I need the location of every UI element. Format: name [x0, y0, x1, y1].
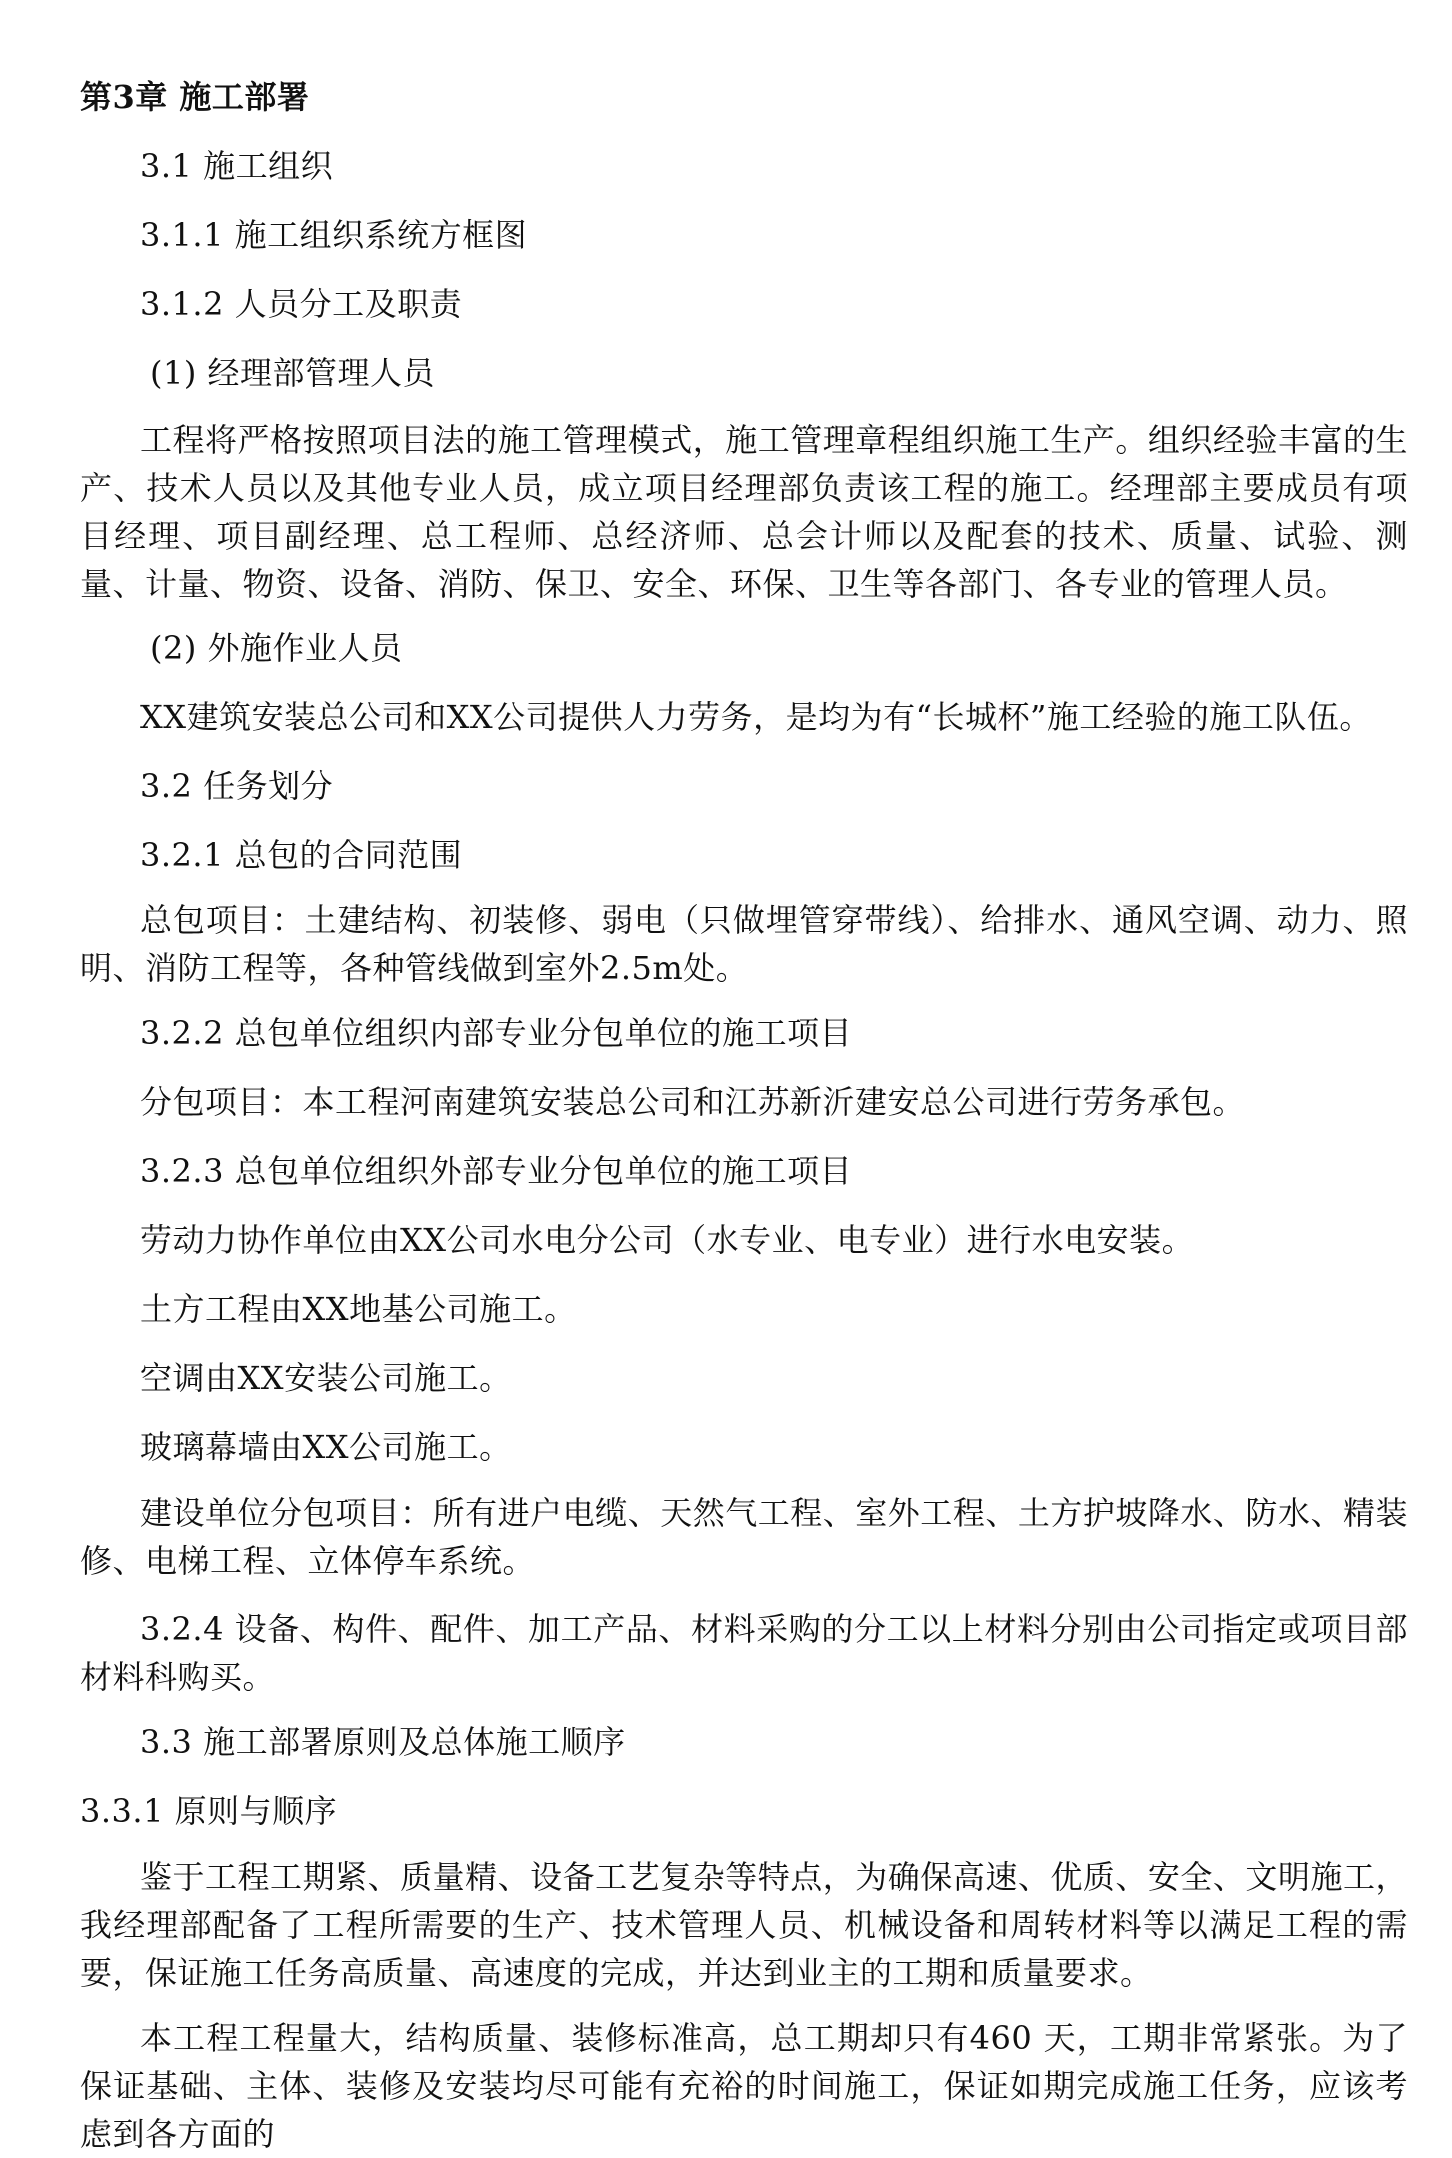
- section-3-2-1-heading: 3.2.1 总包的合同范围: [140, 836, 463, 874]
- list-item-2: (2) 外施作业人员: [150, 629, 403, 667]
- section-3-1-2-heading: 3.1.2 人员分工及职责: [140, 285, 463, 323]
- paragraph-schedule: 本工程工程量大，结构质量、装修标准高，总工期却只有460 天，工期非常紧张。为了保证基础、主体、装修及安装均尽可能有充裕的时间施工，保证如期完成施工任务，应该考虑到各方面的: [80, 2019, 1408, 2153]
- paragraph-utilities-install: 劳动力协作单位由XX公司水电分公司（水专业、电专业）进行水电安装。: [140, 1221, 1195, 1259]
- section-3-2-3-heading: 3.2.3 总包单位组织外部专业分包单位的施工项目: [140, 1152, 853, 1190]
- paragraph-management-staff: 工程将严格按照项目法的施工管理模式，施工管理章程组织施工生产。组织经验丰富的生产、技术人员以及其他专业人员，成立项目经理部负责该工程的施工。经理部主要成员有项目经理、项目副经理、总工程师、总经济师、总会计师以及配套的技术、质量、试验、测量、计量、物资、设备、消防、保卫、安全、环保、卫生等各部门、各专业的管理人员。: [80, 421, 1408, 603]
- section-3-2-2-heading: 3.2.2 总包单位组织内部专业分包单位的施工项目: [140, 1014, 853, 1052]
- paragraph-general-contract-scope: 总包项目：土建结构、初装修、弱电（只做埋管穿带线）、给排水、通风空调、动力、照明、消防工程等，各种管线做到室外2.5m处。: [80, 901, 1408, 987]
- paragraph-labor-force: XX建筑安装总公司和XX公司提供人力劳务，是均为有“长城杯”施工经验的施工队伍。: [140, 698, 1372, 736]
- paragraph-owner-subcontract: 建设单位分包项目：所有进户电缆、天然气工程、室外工程、土方护坡降水、防水、精装修、电梯工程、立体停车系统。: [80, 1494, 1408, 1580]
- paragraph-3-2-4-procurement: 3.2.4 设备、构件、配件、加工产品、材料采购的分工以上材料分别由公司指定或项目部材料科购买。: [80, 1610, 1408, 1696]
- paragraph-internal-subcontract: 分包项目：本工程河南建筑安装总公司和江苏新沂建安总公司进行劳务承包。: [140, 1083, 1246, 1121]
- section-3-3-1-heading: 3.3.1 原则与顺序: [80, 1792, 338, 1830]
- paragraph-earthwork: 土方工程由XX地基公司施工。: [140, 1290, 577, 1328]
- paragraph-glass-curtain-wall: 玻璃幕墙由XX公司施工。: [140, 1428, 512, 1466]
- section-3-1-heading: 3.1 施工组织: [140, 147, 334, 185]
- section-3-1-1-heading: 3.1.1 施工组织系统方框图: [140, 216, 528, 254]
- section-3-3-heading: 3.3 施工部署原则及总体施工顺序: [140, 1723, 626, 1761]
- paragraph-air-conditioning: 空调由XX安装公司施工。: [140, 1359, 512, 1397]
- list-item-1: (1) 经理部管理人员: [150, 354, 436, 392]
- chapter-title: 第3章 施工部署: [80, 78, 310, 116]
- paragraph-principles: 鉴于工程工期紧、质量精、设备工艺复杂等特点，为确保高速、优质、安全、文明施工，我经理部配备了工程所需要的生产、技术管理人员、机械设备和周转材料等以满足工程的需要，保证施工任务高质量、高速度的完成，并达到业主的工期和质量要求。: [80, 1858, 1408, 1992]
- section-3-2-heading: 3.2 任务划分: [140, 767, 334, 805]
